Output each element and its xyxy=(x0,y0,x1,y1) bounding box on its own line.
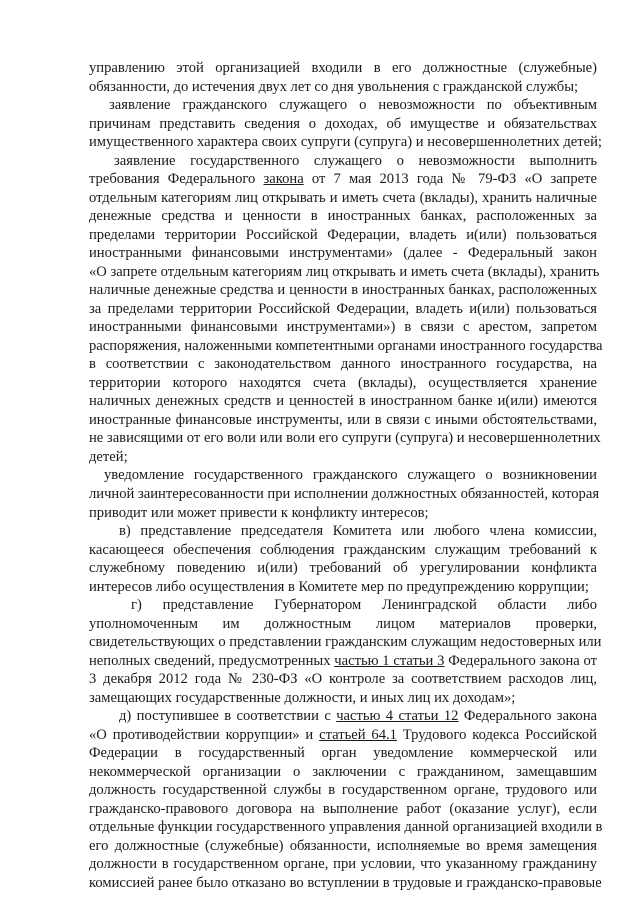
text-line: интересов либо осуществления в Комитете мер по предупреждению коррупции; xyxy=(89,578,589,595)
text-line: уведомление государственного гражданского служащего о возникновении xyxy=(104,467,597,484)
text-line: г) представление Губернатором Ленинградской области либо xyxy=(131,597,597,614)
text-line: приводит или может привести к конфликту интересов; xyxy=(89,504,429,521)
text-line: 3 декабря 2012 года № 230-ФЗ «О контроле за соответствием расходов лиц, xyxy=(89,671,597,688)
text-line: в соответствии с законодательством данного иностранного государства, на xyxy=(89,356,597,373)
text-line: пределами территории Российской Федерации, владеть и(или) пользоваться xyxy=(89,226,597,243)
text-line: в) представление председателя Комитета или любого члена комиссии, xyxy=(119,523,597,539)
text-line: иностранные финансовые инструменты, или в связи с иными обстоятельствами, xyxy=(89,411,597,428)
text-line: замещающих государственные должности, и иных лиц их доходам»; xyxy=(89,689,516,706)
law-reference-link[interactable]: статьей 64.1 xyxy=(319,726,397,743)
text-line: имущественного характера своих супруги (супруга) и несовершеннолетних детей; xyxy=(89,134,602,151)
text-fragment: от 7 мая 2013 года № 79-ФЗ «О запрете xyxy=(303,171,597,188)
text-line: заявление гражданского служащего о невозможности по объективным xyxy=(109,97,597,113)
text-line: должности в государственном органе, при условии, что указанному гражданину xyxy=(89,856,597,873)
text-line: детей; xyxy=(89,448,128,465)
text-line: касающееся обеспечения соблюдения гражданским служащим требований к xyxy=(89,541,597,558)
text-line: «О запрете отдельным категориям лиц открывать и иметь счета (вклады), хранить xyxy=(89,263,600,280)
text-line: иностранными финансовыми инструментами» (далее - Федеральный закон xyxy=(89,245,597,262)
text-fragment: Федерального закона xyxy=(458,708,597,725)
text-line: свидетельствующих о представлении гражданским служащим недостоверных или xyxy=(89,634,602,651)
law-reference-link[interactable]: закона xyxy=(263,171,304,188)
text-line: заявление государственного служащего о невозможности выполнить xyxy=(114,152,597,169)
text-line: гражданско-правового договора на выполнение работ (оказание услуг), если xyxy=(89,800,597,817)
text-fragment: Федерального закона от xyxy=(444,652,598,669)
law-reference-link[interactable]: частью 1 статьи 3 xyxy=(334,652,445,669)
text-line: не зависящими от его воли или воли его супруги (супруга) и несовершеннолетних xyxy=(89,430,601,447)
text-line: территории которого находятся счета (вклады), осуществляется хранение xyxy=(89,374,597,391)
text-line: некоммерческой организации о заключении с гражданином, замещавшим xyxy=(89,763,597,780)
text-line: за пределами территории Российской Федерации, владеть и(или) пользоваться xyxy=(89,300,597,317)
text-line: наличных денежных средств и ценностей в иностранном банке и(или) имеются xyxy=(89,393,597,410)
law-reference-link[interactable]: частью 4 статьи 12 xyxy=(336,708,459,725)
text-line: комиссией ранее было отказано во вступлении в трудовые и гражданско-правовые xyxy=(89,874,602,891)
text-line xyxy=(89,726,597,744)
text-line: распоряжения, наложенными компетентными органами иностранного государства xyxy=(89,337,603,354)
text-fragment: неполных сведений, предусмотренных xyxy=(89,652,335,669)
text-line: его должностные (служебные) обязанности, исполняемые во время замещения xyxy=(89,837,597,854)
text-line xyxy=(89,652,597,670)
text-line: обязанности, до истечения двух лет со дня увольнения с гражданской службы; xyxy=(89,78,579,95)
text-line: иностранными финансовыми инструментами») в связи с арестом, запретом xyxy=(89,319,597,336)
text-line: отдельным категориям лиц открывать и иметь счета (вклады), хранить наличные xyxy=(89,189,597,206)
text-line xyxy=(119,707,597,725)
text-line: денежные средства и ценности в иностранных банках, расположенных за xyxy=(89,208,597,225)
text-line: личной заинтересованности при исполнении должностных обязанностей, которая xyxy=(89,486,600,502)
text-line: наличные денежные средства и ценности в иностранных банках, расположенных xyxy=(89,282,597,299)
text-line: отдельные функции государственного управления данной организацией входили в xyxy=(89,819,603,836)
text-fragment: д) поступившее в соответствии с xyxy=(119,708,337,725)
text-line: служебному поведению и(или) требований об урегулировании конфликта xyxy=(89,560,597,576)
text-line: уполномоченным им должностным лицом материалов проверки, xyxy=(89,615,597,632)
text-fragment: требования Федерального xyxy=(89,171,264,188)
text-line: должность государственной службы в государственном органе, трудового или xyxy=(89,782,597,799)
text-line: Федерации в государственный орган уведомление коммерческой или xyxy=(89,745,597,762)
text-fragment: Трудового кодекса Российской xyxy=(396,726,597,743)
text-line: причинам представить сведения о доходах, об имуществе и обязательствах xyxy=(89,115,597,132)
text-fragment: «О противодействии коррупции» и xyxy=(89,726,320,743)
text-line: управлению этой организацией входили в его должностные (служебные) xyxy=(89,60,597,76)
text-line xyxy=(89,170,597,188)
